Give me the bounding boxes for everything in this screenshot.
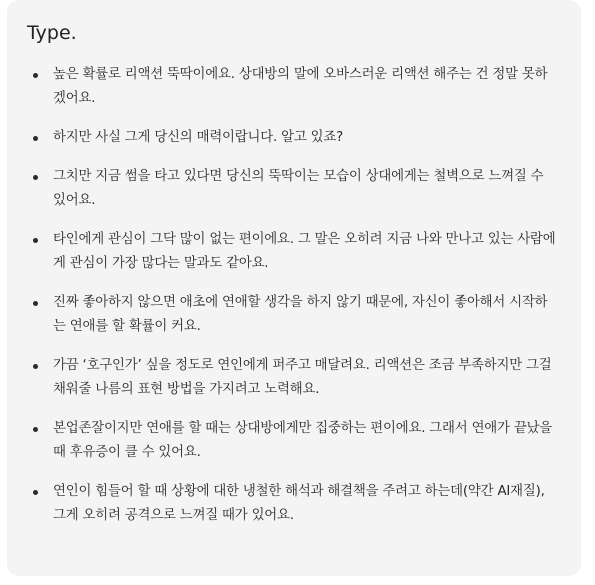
bullet-icon — [33, 364, 38, 369]
list-item — [27, 291, 559, 339]
trait-list — [27, 63, 559, 528]
list-item-text: 진짜 좋아하지 않으면 애초에 연애할 생각을 하지 않기 때문에, 자신이 좋아해서 시작하는 연애를 할 확률이 커요. — [53, 295, 548, 334]
bullet-icon — [33, 427, 38, 432]
section-title: Type. — [27, 22, 77, 44]
list-item — [27, 480, 559, 528]
list-item-text: 연인이 힘들어 할 때 상황에 대한 냉철한 해석과 해결책을 주려고 하는데(약간 AI재질), 그게 오히려 공격으로 느껴질 때가 있어요. — [53, 484, 545, 523]
list-item — [27, 417, 559, 465]
list-item — [27, 228, 559, 276]
list-item — [27, 354, 559, 402]
list-item-text: 그치만 지금 썸을 타고 있다면 당신의 뚝딱이는 모습이 상대에게는 철벽으로 느껴질 수 있어요. — [53, 169, 544, 208]
bullet-icon — [33, 490, 38, 495]
list-item-text: 본업존잘이지만 연애를 할 때는 상대방에게만 집중하는 편이에요. 그래서 연애가 끝났을 때 후유증이 클 수 있어요. — [53, 421, 553, 460]
list-item — [27, 63, 559, 111]
list-item-text: 하지만 사실 그게 당신의 매력이랍니다. 알고 있죠? — [53, 130, 344, 145]
bullet-icon — [33, 301, 38, 306]
list-item — [27, 165, 559, 213]
bullet-icon — [33, 175, 38, 180]
list-item-text: 높은 확률로 리액션 뚝딱이에요. 상대방의 말에 오바스러운 리액션 해주는 건 정말 못하겠어요. — [53, 67, 548, 106]
type-card — [7, 0, 581, 576]
list-item-text: 타인에게 관심이 그닥 많이 없는 편이에요. 그 말은 오히려 지금 나와 만나고 있는 사람에게 관심이 가장 많다는 말과도 같아요. — [53, 232, 556, 271]
bullet-icon — [33, 136, 38, 141]
list-item — [27, 126, 559, 150]
bullet-icon — [33, 73, 38, 78]
list-item-text: 가끔 ‘호구인가’ 싶을 정도로 연인에게 퍼주고 매달려요. 리액션은 조금 부족하지만 그걸 채워줄 나름의 표현 방법을 가지려고 노력해요. — [53, 358, 552, 397]
bullet-icon — [33, 238, 38, 243]
